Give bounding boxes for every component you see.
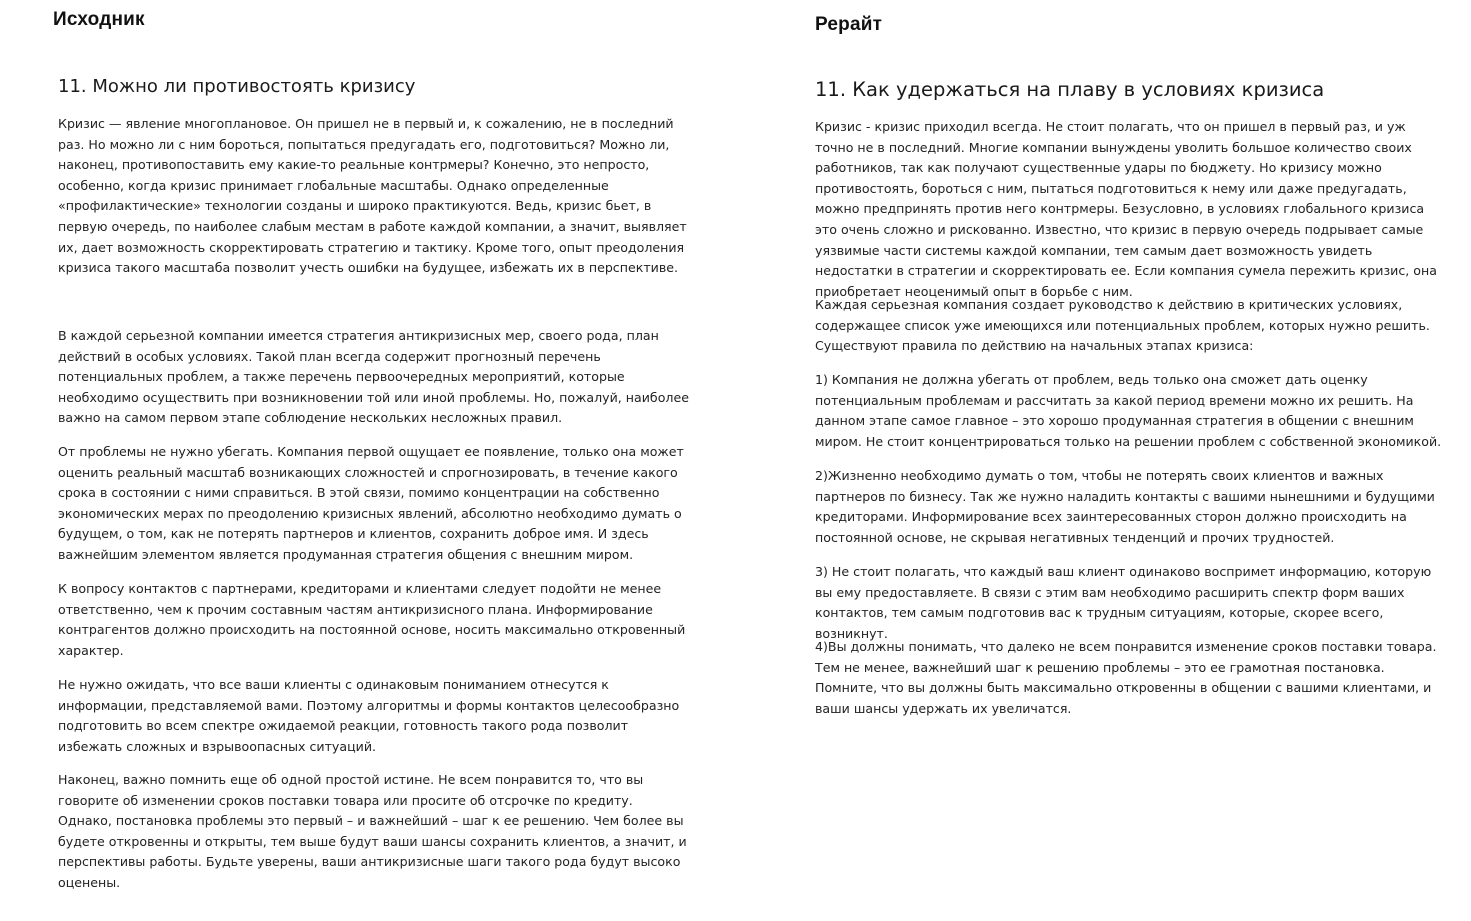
- source-paragraph: В каждой серьезной компании имеется стратегия антикризисных мер, своего рода, план действий в особых условиях. Такой план всегда содержит прогнозный перечень потенциальных проблем, а также перечень первоочередных мероприятий, которые необходимо осуществить при возникновении той или иной проблемы. Но, пожалуй, наиболее важно на самом первом этапе соблюдение нескольких несложных правил.: [58, 328, 689, 426]
- rewrite-paragraph: 2)Жизненно необходимо думать о том, чтобы не потерять своих клиентов и важных партнеров по бизнесу. Так же нужно наладить контакты с вашими нынешними и будущими кредиторами. Информирование всех заинтересованных сторон должно происходить на постоянной основе, не скрывая негативных тенденций и прочих трудностей.: [815, 468, 1435, 545]
- rewrite-paragraph: 4)Вы должны понимать, что далеко не всем понравится изменение сроков поставки товара. Тем не менее, важнейший шаг к решению проблемы – это ее грамотная постановка. Помните, что вы должны быть максимально откровенны в общении с вашими клиентами, и ваши шансы удержать их увеличатся.: [815, 639, 1437, 716]
- rewrite-paragraph: 1) Компания не должна убегать от проблем, ведь только она сможет дать оценку потенциальным проблемам и рассчитать за какой период времени можно их решить. На данном этапе самое главное – это хорошо продуманная стратегия в общении с внешним миром. Не стоит концентрироваться только на решении проблем с собственной экономикой.: [815, 372, 1442, 449]
- source-paragraph: Наконец, важно помнить еще об одной простой истине. Не всем понравится то, что вы говорите об изменении сроков поставки товара или просите об отсрочке по кредиту. Однако, постановка проблемы это первый – и важнейший – шаг к ее решению. Чем более вы будете откровенны и открыты, тем выше будут ваши шансы сохранить клиентов, а значит, и перспективы работы. Будьте уверены, ваши антикризисные шаги такого рода будут высоко оценены.: [58, 772, 687, 890]
- source-paragraph: Кризис — явление многоплановое. Он пришел не в первый и, к сожалению, не в последний раз. Но можно ли с ним бороться, попытаться предугадать его, подготовиться? Можно ли, наконец, противопоставить ему какие-то реальные контрмеры? Конечно, это непросто, особенно, когда кризис принимает глобальные масштабы. Однако определенные «профилактические» технологии созданы и широко практикуются. Ведь, кризис бьет, в первую очередь, по наиболее слабым местам в работе каждой компании, а значит, выявляет их, дает возможность скорректировать стратегию и тактику. Кроме того, опыт преодоления кризиса такого масштаба позволит учесть ошибки на будущее, избежать их в перспективе.: [58, 116, 687, 276]
- rewrite-heading: 11. Как удержаться на плаву в условиях кризиса: [815, 78, 1325, 101]
- source-paragraph: Не нужно ожидать, что все ваши клиенты с одинаковым пониманием отнесутся к информации, представляемой вами. Поэтому алгоритмы и формы контактов целесообразно подготовить во всем спектре ожидаемой реакции, готовность такого рода позволит избежать сложных и взрывоопасных ситуаций.: [58, 677, 680, 754]
- source-heading: 11. Можно ли противостоять кризису: [58, 76, 416, 97]
- rewrite-paragraph: Кризис - кризис приходил всегда. Не стоит полагать, что он пришел в первый раз, и уж точно не в последний. Многие компании вынуждены уволить большое количество своих работников, так как получают существенные удары по бюджету. Но кризису можно противостоять, бороться с ним, пытаться подготовиться к нему или даже предугадать, можно предпринять против него контрмеры. Безусловно, в условиях глобального кризиса это очень сложно и рискованно. Известно, что кризис в первую очередь подрывает самые уязвимые части системы каждой компании, тем самым дает возможность увидеть недостатки в стратегии и скорректировать ее. Если компания сумела пережить кризис, она приобретает неоценимый опыт в борьбе с ним.: [815, 119, 1437, 299]
- rewrite-label: Рерайт: [815, 14, 883, 35]
- source-paragraph: К вопросу контактов с партнерами, кредиторами и клиентами следует подойти не менее ответственно, чем к прочим составным частям антикризисного плана. Информирование контрагентов должно происходить на постоянной основе, носить максимально откровенный характер.: [58, 581, 686, 658]
- source-label: Исходник: [53, 9, 145, 30]
- source-paragraph: От проблемы не нужно убегать. Компания первой ощущает ее появление, только она может оценить реальный масштаб возникающих сложностей и спрогнозировать, в течение какого срока в состоянии с ними справиться. В этой связи, помимо концентрации на собственно экономических мерах по преодолению кризисных явлений, абсолютно необходимо думать о будущем, о том, как не потерять партнеров и клиентов, сохранить доброе имя. И здесь важнейшим элементом является продуманная стратегия общения с внешним миром.: [58, 444, 684, 562]
- rewrite-paragraph: Каждая серьезная компания создает руководство к действию в критических условиях, содержащее список уже имеющихся или потенциальных проблем, которых нужно решить. Существуют правила по действию на начальных этапах кризиса:: [815, 297, 1430, 354]
- rewrite-paragraph: 3) Не стоит полагать, что каждый ваш клиент одинаково воспримет информацию, которую вы ему предоставляете. В связи с этим вам необходимо расширить спектр форм ваших контактов, тем самым подготовив вас к трудным ситуациям, которые, скорее всего, возникнут.: [815, 564, 1432, 641]
